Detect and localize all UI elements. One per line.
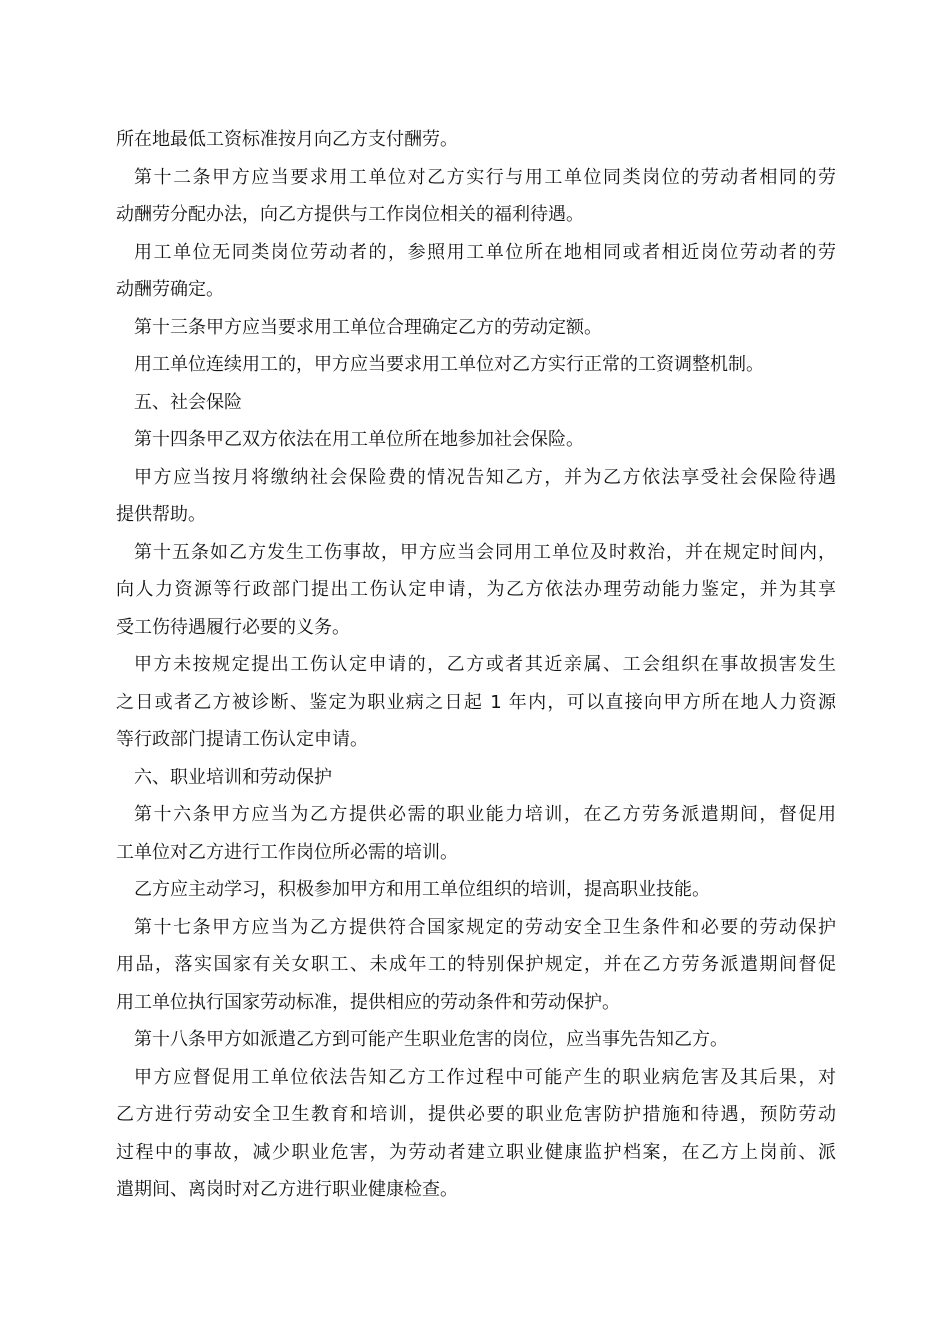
paragraph-line: 所在地最低工资标准按月向乙方支付酬劳。 [116, 129, 458, 150]
paragraph-line: 第十五条如乙方发生工伤事故，甲方应当会同用工单位及时救治，并在规定时间内， [134, 541, 836, 563]
paragraph-line: 乙方应主动学习，积极参加甲方和用工单位组织的培训，提高职业技能。 [134, 879, 710, 900]
paragraph-line: 用品，落实国家有关女职工、未成年工的特别保护规定，并在乙方劳务派遣期间督促 [116, 954, 836, 975]
paragraph-line: 第十四条甲乙双方依法在用工单位所在地参加社会保险。 [134, 429, 584, 450]
paragraph-line: 动酬劳分配办法，向乙方提供与工作岗位相关的福利待遇。 [116, 204, 584, 225]
paragraph-line: 第十二条甲方应当要求用工单位对乙方实行与用工单位同类岗位的劳动者相同的劳 [134, 166, 836, 188]
paragraph [116, 459, 836, 534]
paragraph [116, 121, 836, 159]
paragraph-line: 六、职业培训和劳动保护 [134, 766, 332, 788]
paragraph [116, 384, 836, 422]
paragraph-line: 用工单位无同类岗位劳动者的，参照用工单位所在地相同或者相近岗位劳动者的劳 [134, 241, 836, 263]
paragraph [116, 759, 836, 797]
paragraph-line: 甲方未按规定提出工伤认定申请的，乙方或者其近亲属、工会组织在事故损害发生 [134, 654, 836, 675]
paragraph-line: 过程中的事故，减少职业危害，为劳动者建立职业健康监护档案，在乙方上岗前、派 [116, 1141, 836, 1163]
paragraph-line: 第十六条甲方应当为乙方提供必需的职业能力培训，在乙方劳务派遣期间，督促用 [134, 804, 836, 825]
paragraph-line: 乙方进行劳动安全卫生教育和培训，提供必要的职业危害防护措施和待遇，预防劳动 [116, 1104, 836, 1125]
paragraph [116, 421, 836, 459]
paragraph [116, 871, 836, 909]
paragraph-line: 等行政部门提请工伤认定申请。 [116, 729, 368, 750]
paragraph [116, 234, 836, 309]
paragraph-line: 第十七条甲方应当为乙方提供符合国家规定的劳动安全卫生条件和必要的劳动保护 [134, 916, 836, 938]
paragraph [116, 909, 836, 1022]
paragraph [116, 1021, 836, 1059]
paragraph-line: 用工单位连续用工的，甲方应当要求用工单位对乙方实行正常的工资调整机制。 [134, 354, 764, 375]
paragraph-line: 甲方应督促用工单位依法告知乙方工作过程中可能产生的职业病危害及其后果，对 [134, 1066, 836, 1088]
paragraph [116, 309, 836, 347]
paragraph [116, 796, 836, 871]
paragraph-line: 提供帮助。 [116, 504, 206, 525]
paragraph-line: 向人力资源等行政部门提出工伤认定申请，为乙方依法办理劳动能力鉴定，并为其享 [116, 579, 836, 600]
paragraph-line: 工单位对乙方进行工作岗位所必需的培训。 [116, 841, 458, 863]
paragraph-line: 之日或者乙方被诊断、鉴定为职业病之日起 1 年内，可以直接向甲方所在地人力资源 [116, 691, 836, 713]
paragraph-line: 受工伤待遇履行必要的义务。 [116, 616, 350, 638]
paragraph-line: 五、社会保险 [134, 391, 242, 413]
document-body [116, 121, 836, 1209]
paragraph [116, 159, 836, 234]
paragraph-line: 第十八条甲方如派遣乙方到可能产生职业危害的岗位，应当事先告知乙方。 [134, 1029, 728, 1050]
paragraph-line: 甲方应当按月将缴纳社会保险费的情况告知乙方，并为乙方依法享受社会保险待遇 [134, 466, 836, 488]
paragraph [116, 1059, 836, 1209]
paragraph-line: 第十三条甲方应当要求用工单位合理确定乙方的劳动定额。 [134, 316, 602, 338]
paragraph-line: 动酬劳确定。 [116, 279, 224, 300]
paragraph [116, 646, 836, 759]
paragraph [116, 346, 836, 384]
paragraph [116, 534, 836, 647]
paragraph-line: 遣期间、离岗时对乙方进行职业健康检查。 [116, 1179, 458, 1200]
paragraph-line: 用工单位执行国家劳动标准，提供相应的劳动条件和劳动保护。 [116, 991, 620, 1013]
